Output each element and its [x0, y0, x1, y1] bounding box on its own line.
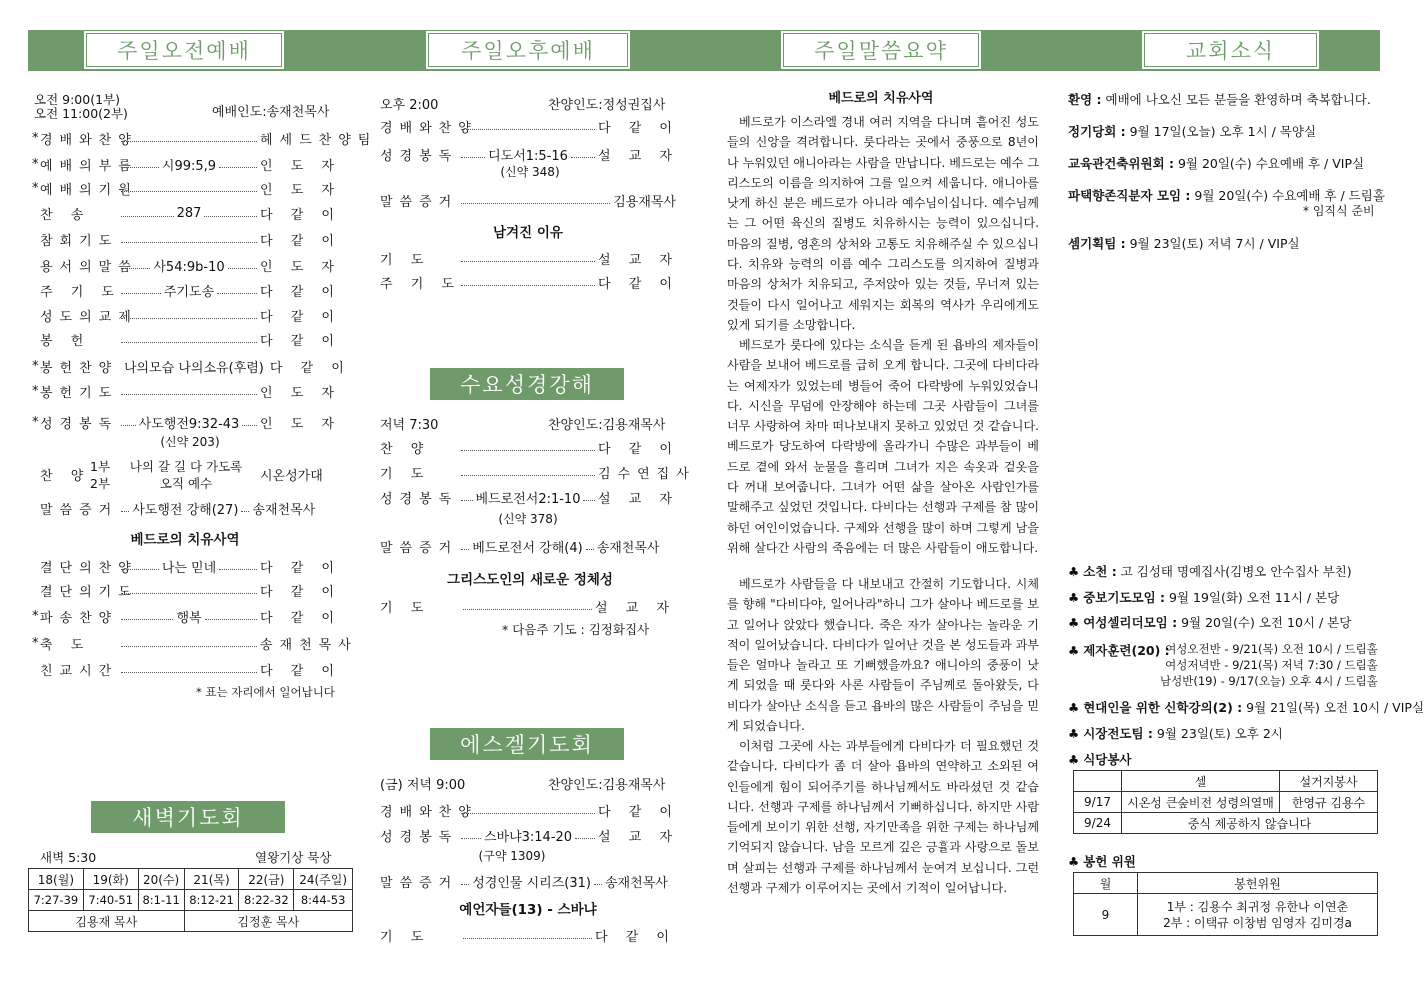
- meal-row: [1074, 792, 1378, 813]
- clover-icon: ♣: [1068, 590, 1080, 605]
- row-right: 설 교 자: [598, 148, 679, 164]
- offering-header-month: 월: [1074, 873, 1138, 894]
- offering-line-1: 1부 : 김용수 최귀정 유한나 이연춘: [1166, 899, 1349, 914]
- row-mid: 주기도송: [163, 284, 215, 300]
- row-mid: 나의모습 나의소유(후렴): [124, 360, 264, 376]
- row-dots: [121, 184, 257, 192]
- dawn-verse: 7:40-51: [83, 890, 138, 911]
- news-disciple: [1068, 641, 1170, 659]
- order-row: [32, 580, 341, 600]
- news-sub-note: * 임직식 준비: [1303, 204, 1375, 218]
- wednesday-reading-sub: (신약 378): [498, 512, 558, 526]
- choir-label: 찬 양: [40, 468, 91, 484]
- row-right: 설 교 자: [598, 829, 679, 845]
- row-right: 설 교 자: [595, 600, 676, 616]
- order-row: [32, 280, 341, 300]
- row-right: 인 도 자: [260, 182, 341, 198]
- summary-paragraph-3: 베드로가 사람들을 다 내보내고 간절히 기도합니다. 시체를 향해 "다비다야, 일어나라"하니 그가 살아나 베드로를 보고 일어나 앉았다 했습니다. 죽은 자가 살아나는 놀라운 기적이 일어났습니다. 다비다가 일어난 것을 본 성도들과 과부들은 얼마나 놀라고 또 기뻐했을까요? 애니아의 중풍이 낫게 되었을 때 룻다와 사론 사람들이 주님께로 돌아왔듯, 다비다가 살아난 소식을 듣고 욥바의 많은 사람들이 주님을 믿게 되었습니다.: [727, 577, 1039, 734]
- row-right: 다 같 이: [260, 584, 341, 600]
- dawn-pastor-1: 김용재 목사: [29, 911, 185, 932]
- row-right: 송재천목사: [252, 502, 316, 518]
- wednesday-leader: 찬양인도:김용재목사: [548, 418, 666, 433]
- clover-icon: ♣: [1068, 615, 1080, 630]
- morning-reading-sub: (신약 203): [160, 435, 220, 449]
- offering-row: [1074, 894, 1378, 936]
- dawn-book: 열왕기상 묵상: [255, 850, 332, 865]
- row-label: 축 도: [40, 637, 91, 653]
- row-right: 다 같 이: [260, 560, 341, 576]
- church-news-header: 교회소식: [1144, 33, 1317, 67]
- order-row: [32, 659, 341, 679]
- news-label: 중보기도모임 :: [1083, 590, 1166, 605]
- dawn-prayer-header: 새벽기도회: [91, 801, 285, 833]
- order-row: [380, 462, 696, 482]
- disciple-line-3: 남성반(19) - 9/17(오늘) 오후 4시 / 드림홀: [1160, 674, 1378, 688]
- row-right: 다 같 이: [260, 284, 341, 300]
- row-mid: 시99:5,9: [161, 158, 217, 174]
- row-dots: [121, 418, 136, 426]
- row-right: 송재천목사: [604, 875, 668, 891]
- row-label: 말씀증거: [380, 875, 459, 891]
- row-dots: [461, 806, 595, 814]
- news-text: 9월 17일(오늘) 오후 1시 / 목양실: [1129, 124, 1317, 139]
- row-label: 친교시간: [40, 663, 119, 679]
- news-label: 식당봉사: [1083, 752, 1132, 767]
- row-label: 주 기 도: [40, 284, 121, 300]
- dawn-table: [28, 868, 353, 932]
- standing-note: * 표는 자리에서 일어납니다: [196, 685, 335, 699]
- clover-icon: ♣: [1068, 643, 1080, 658]
- row-label: 기 도: [380, 466, 431, 482]
- order-row: [32, 305, 341, 325]
- summary-title: 베드로의 치유사역: [828, 91, 934, 106]
- news-welcome: [1068, 90, 1371, 108]
- row-dots: [461, 542, 469, 550]
- row-dots: [242, 418, 257, 426]
- next-prayer-note: * 다음주 기도 : 김정화집사: [502, 622, 650, 637]
- row-label: 성경봉독: [40, 416, 119, 432]
- row-dots: [121, 586, 257, 594]
- news-item: [1068, 562, 1352, 580]
- dawn-verse: 8:22-32: [239, 890, 294, 911]
- offering-month: 9: [1074, 894, 1138, 936]
- row-dots: [461, 278, 595, 286]
- afternoon-leader: 찬양인도:정성권집사: [548, 98, 666, 113]
- summary-paragraph-1: 베드로가 이스라엘 경내 여러 지역을 다니며 흩어진 성도들의 신앙을 격려합니다. 룻다라는 곳에서 중풍으로 8년이나 누워있던 애니아라는 사람을 만납니다. 베드로는 예수 그리스도의 이름을 의지하여 그를 일으켜 세웁니다. 애니아를 낫게 하신 분은 베드로가 아니라 예수님이십니다. 예수님께는 그 어떤 육신의 질병도 치유하시는 능력이 있으십니다. 마음의 질병, 영혼의 상처와 고통도 치유해주실 수 있으십니다. 치유와 능력의 이름 예수 그리스도를 의지하여 질병과 마음의 상처가 치유되고, 주저앉아 있는 것들, 무너져 있는 것들이 다시 일어나고 세워지는 회복의 역사가 우리에게도 있게 되기를 소망합니다.: [727, 115, 1039, 332]
- row-label: 경배와찬양: [380, 804, 478, 820]
- summary-paragraph-2: 베드로가 룻다에 있다는 소식을 듣게 된 욥바의 제자들이 사람을 보내어 베드로를 급히 오게 합니다. 그곳에 다비다라는 여제자가 있었는데 병들어 죽어 다락방에 누워있었습니다. 시신을 무덤에 안장해야 하는데 그곳 사람들이 그녀를 너무 사랑하여 차마 떠나보내지 못하고 있었던 것 같습니다. 베드로가 당도하여 다락방에 올라가니 수많은 과부들이 베드로 곁에 와서 눈물을 흘리며 그녀가 지은 속옷과 겉옷을 다 꺼내 보여줍니다. 그녀가 어떤 삶을 살아온 사람인가를 말해주고 싶었던 것입니다. 다비다는 선행과 구제를 참 많이 하던 여인이었습니다. 구제와 선행을 많이 하며 그렇게 남을 위해 살다간 사람의 죽음에는 더 많은 사람들이 애도합니다.: [727, 338, 1039, 555]
- news-item: [1068, 154, 1364, 172]
- row-dots: [121, 639, 257, 647]
- dawn-day: 22(금): [239, 869, 294, 890]
- row-mid: 사도행전9:32-43: [138, 416, 240, 432]
- order-row: [32, 229, 341, 249]
- row-label: 성도의교제: [40, 309, 138, 325]
- row-label: 결단의기도: [40, 584, 138, 600]
- row-label: 성경봉독: [380, 148, 459, 164]
- dawn-pastor-2: 김정훈 목사: [184, 911, 352, 932]
- dawn-day: 18(월): [29, 869, 84, 890]
- news-item: [1068, 698, 1424, 716]
- meal-header-row: [1074, 771, 1378, 792]
- dawn-day: 19(화): [83, 869, 138, 890]
- row-right: 다 같 이: [598, 276, 679, 292]
- news-text: 9월 23일(토) 오후 2시: [1156, 726, 1283, 741]
- row-dots: [121, 286, 161, 294]
- dawn-verse: 7:27-39: [29, 890, 84, 911]
- row-right: 다 같 이: [260, 663, 341, 679]
- row-dots: [461, 468, 595, 476]
- clover-icon: ♣: [1068, 700, 1080, 715]
- morning-time-2: 오전 11:00(2부): [34, 106, 128, 121]
- row-right: 송재천목사: [260, 637, 358, 653]
- disciple-line-2: 여성저녁반 - 9/21(목) 저녁 7:30 / 드림홀: [1165, 658, 1378, 672]
- row-right: 다 같 이: [595, 929, 676, 945]
- order-row: [32, 154, 341, 174]
- order-row: [32, 178, 341, 198]
- row-dots: [121, 261, 150, 269]
- row-dots: [463, 602, 592, 610]
- row-dots: [571, 150, 595, 158]
- meal-date: 9/17: [1074, 792, 1122, 813]
- dawn-verse: 8:12-21: [184, 890, 239, 911]
- row-right: 다 같 이: [260, 610, 341, 626]
- row-dots: [121, 665, 257, 673]
- row-right: 다 같 이: [260, 333, 341, 349]
- star-mark: *: [32, 358, 39, 374]
- row-right: 송재천목사: [596, 540, 660, 556]
- disciple-lines: [1160, 641, 1378, 689]
- row-right: 김용재목사: [613, 194, 676, 210]
- row-label: 참회기도: [40, 233, 119, 249]
- morning-sermon-title: 베드로의 치유사역: [130, 532, 240, 548]
- choir-part-1: 1부: [90, 459, 111, 474]
- order-row: [32, 606, 341, 626]
- row-dots: [586, 542, 594, 550]
- row-dots: [583, 493, 595, 501]
- row-right: 설 교 자: [598, 252, 679, 268]
- row-mid: 스바냐3:14-20: [483, 829, 573, 845]
- clover-icon: ♣: [1068, 726, 1080, 741]
- offering-line-2: 2부 : 이택규 이창범 임영자 김미경a: [1163, 915, 1352, 930]
- row-label: 찬 양: [380, 441, 431, 457]
- row-label: 주 기 도: [380, 276, 461, 292]
- row-right: 인 도 자: [260, 416, 341, 432]
- row-right: 다 같 이: [260, 309, 341, 325]
- news-label: 여성셀리더모임 :: [1083, 615, 1178, 630]
- disciple-line-1: 여성오전반 - 9/21(목) 오전 10시 / 드림홀: [1165, 642, 1378, 656]
- meal-cell: 시온성 큰숲비전 성령의열매: [1122, 792, 1280, 813]
- ezekiel-time: (금) 저녁 9:00: [380, 778, 466, 793]
- order-row: [380, 272, 679, 292]
- clover-icon: ♣: [1068, 854, 1080, 869]
- row-right: 다 같 이: [598, 120, 679, 136]
- news-item: [1068, 122, 1316, 140]
- row-dots: [594, 877, 602, 885]
- row-dots: [121, 311, 257, 319]
- morning-leader: 예배인도:송재천목사: [212, 105, 330, 120]
- row-dots: [461, 493, 473, 501]
- row-label: 찬 송: [40, 207, 91, 223]
- row-mid: 베드로전서2:1-10: [475, 491, 581, 507]
- morning-worship-header: 주일오전예배: [86, 33, 282, 67]
- order-row: [380, 487, 679, 507]
- order-row: [32, 633, 358, 653]
- news-label: 환영 :: [1068, 92, 1102, 107]
- star-mark: *: [32, 608, 39, 624]
- afternoon-reading-sub: (신약 348): [500, 165, 560, 179]
- wednesday-bible-header: 수요성경강해: [430, 368, 624, 400]
- news-label: 정기당회 :: [1068, 124, 1126, 139]
- offering-header-members: 봉헌위원: [1138, 873, 1378, 894]
- choir-parts: [90, 458, 110, 492]
- offering-header-row: [1074, 873, 1378, 894]
- news-text: 고 김성태 명예집사(김병오 안수집사 부친): [1120, 564, 1352, 579]
- news-item: [1068, 234, 1300, 252]
- meal-header-blank: [1074, 771, 1122, 792]
- order-row: [380, 116, 679, 136]
- order-row: [380, 800, 679, 820]
- order-row: [32, 255, 341, 275]
- row-dots: [205, 612, 257, 620]
- row-label: 봉헌찬양: [40, 360, 119, 376]
- meal-service-label: [1068, 750, 1132, 768]
- order-row: [32, 329, 341, 349]
- row-label: 봉헌기도: [40, 385, 119, 401]
- meal-header-cell: 셀: [1122, 771, 1280, 792]
- choir-right: 시온성가대: [260, 468, 323, 484]
- row-dots: [121, 160, 159, 168]
- row-dots: [228, 261, 257, 269]
- row-dots: [461, 196, 610, 204]
- row-label: 파송찬양: [40, 610, 119, 626]
- wednesday-sermon-title: 그리스도인의 새로운 정체성: [447, 572, 613, 588]
- wednesday-time: 저녁 7:30: [380, 418, 439, 433]
- row-right: 김수연집사: [598, 466, 696, 482]
- news-label: 시장전도팀 :: [1083, 726, 1153, 741]
- morning-time-1: 오전 9:00(1부): [34, 92, 120, 107]
- row-dots: [241, 504, 249, 512]
- row-label: 경배와찬양: [40, 132, 138, 148]
- row-dots: [461, 831, 481, 839]
- meal-header-helper: 설거지봉사: [1280, 771, 1378, 792]
- star-mark: *: [32, 635, 39, 651]
- row-dots: [219, 160, 257, 168]
- meal-date: 9/24: [1074, 813, 1122, 834]
- row-dots: [121, 612, 173, 620]
- row-dots: [461, 150, 485, 158]
- row-right: 다 같 이: [269, 360, 351, 376]
- order-row: [32, 203, 341, 223]
- row-dots: [217, 286, 257, 294]
- row-mid: 베드로전서 강해(4): [472, 540, 583, 556]
- offering-label: [1068, 852, 1136, 870]
- row-right: 다 같 이: [260, 233, 341, 249]
- dawn-verse: 8:1-11: [138, 890, 184, 911]
- dawn-day: 24(주일): [294, 869, 353, 890]
- row-label: 말씀증거: [380, 540, 459, 556]
- dawn-pastors-row: [29, 911, 353, 932]
- row-mid: 나는 믿네: [161, 560, 217, 576]
- wednesday-sermon-row: [380, 536, 676, 556]
- ezekiel-reading-sub: (구약 1309): [478, 849, 546, 863]
- row-dots: [575, 831, 595, 839]
- row-right: 다 같 이: [598, 804, 679, 820]
- choir-song-1: 나의 갈 길 다 가도록: [129, 459, 243, 474]
- wednesday-prayer-row: [380, 596, 676, 616]
- order-row: [380, 437, 679, 457]
- news-text: 예배에 나오신 모든 분들을 환영하며 축복합니다.: [1105, 92, 1371, 107]
- row-right: 설 교 자: [598, 491, 679, 507]
- row-mid: 디도서1:5-16: [488, 148, 568, 164]
- order-row: [32, 381, 341, 401]
- afternoon-worship-header: 주일오후예배: [428, 33, 628, 67]
- choir-song: [118, 458, 254, 492]
- row-label: 성경봉독: [380, 829, 459, 845]
- order-row: [380, 144, 679, 164]
- afternoon-time: 오후 2:00: [380, 98, 439, 113]
- row-dots: [121, 387, 257, 395]
- meal-helper: 한영규 김용수: [1280, 792, 1378, 813]
- row-mid: 사54:9b-10: [153, 259, 225, 275]
- news-label: 소천 :: [1083, 564, 1117, 579]
- row-dots: [463, 931, 592, 939]
- star-mark: *: [32, 156, 39, 172]
- news-text: 9월 20일(수) 오전 10시 / 본당: [1181, 615, 1352, 630]
- news-item: [1068, 724, 1283, 742]
- order-row: [32, 412, 341, 432]
- morning-time: [34, 93, 128, 121]
- row-label: 말씀증거: [380, 194, 459, 210]
- star-mark: *: [32, 130, 39, 146]
- row-dots: [121, 235, 257, 243]
- row-label: 결단의찬양: [40, 560, 138, 576]
- row-mid: 287: [176, 205, 202, 221]
- news-label: 파택향존직분자 모임 :: [1068, 188, 1191, 203]
- row-dots: [121, 504, 129, 512]
- row-right: 다 같 이: [598, 441, 679, 457]
- order-row: [380, 248, 679, 268]
- row-mid: 사도행전 강해(27): [132, 502, 239, 518]
- news-text: 9월 23일(토) 저녁 7시 / VIP실: [1129, 236, 1300, 251]
- row-label: 예배의기원: [40, 182, 138, 198]
- star-mark: *: [32, 383, 39, 399]
- news-label: 셈기획팀 :: [1068, 236, 1126, 251]
- row-label: 성경봉독: [380, 491, 459, 507]
- dawn-verses-row: [29, 890, 353, 911]
- ezekiel-sermon-title: 예언자들(13) - 스바냐: [459, 902, 597, 918]
- news-label: 제자훈련(20) :: [1083, 643, 1170, 658]
- news-label: 봉헌 위원: [1083, 854, 1136, 869]
- row-label: 기 도: [380, 929, 431, 945]
- row-right: 인 도 자: [260, 259, 341, 275]
- news-text: 9월 20일(수) 수요예배 후 / 드림홀: [1194, 188, 1385, 203]
- row-dots: [219, 562, 257, 570]
- row-dots: [461, 877, 469, 885]
- order-row: [380, 825, 679, 845]
- row-dots: [121, 335, 257, 343]
- offering-members: [1138, 894, 1378, 936]
- row-dots: [204, 209, 257, 217]
- afternoon-sermon-row: [380, 190, 676, 210]
- row-label: 말씀증거: [40, 502, 119, 518]
- meal-cell: 중식 제공하지 않습니다: [1122, 813, 1378, 834]
- news-item: [1068, 613, 1351, 631]
- meal-table: [1073, 770, 1378, 834]
- meal-row: [1074, 813, 1378, 834]
- row-mid: 성경인물 시리즈(31): [472, 875, 591, 891]
- dawn-day: 20(수): [138, 869, 184, 890]
- ezekiel-sermon-row: [380, 871, 676, 891]
- star-mark: *: [32, 180, 39, 196]
- clover-icon: ♣: [1068, 564, 1080, 579]
- row-mid: 행복: [176, 610, 202, 626]
- news-text: 9월 20일(수) 수요예배 후 / VIP실: [1177, 156, 1365, 171]
- ezekiel-prayer-row: [380, 925, 676, 945]
- ezekiel-prayer-header: 에스겔기도회: [430, 728, 624, 760]
- news-text: 9월 19일(화) 오전 11시 / 본당: [1169, 590, 1340, 605]
- dawn-time: 새벽 5:30: [40, 850, 97, 865]
- row-label: 기 도: [380, 252, 431, 268]
- row-dots: [461, 443, 595, 451]
- row-right: 헤세드찬양팀: [260, 132, 378, 148]
- row-dots: [121, 562, 159, 570]
- news-label: 교육관건축위원회 :: [1068, 156, 1174, 171]
- star-mark: *: [32, 414, 39, 430]
- row-label: 봉 헌: [40, 333, 91, 349]
- dawn-day: 21(목): [184, 869, 239, 890]
- ezekiel-leader: 찬양인도:김용재목사: [548, 778, 666, 793]
- choir-song-2: 오직 예수: [159, 476, 213, 491]
- row-dots: [461, 122, 595, 130]
- row-right: 인 도 자: [260, 158, 341, 174]
- dawn-days-row: [29, 869, 353, 890]
- summary-paragraph-4: 이처럼 그곳에 사는 과부들에게 다비다가 더 필요했던 것 같습니다. 다비다가 좀 더 살아 욥바의 연약하고 소외된 여인들에게 힘이 되어주기를 하나님께서도 바라셨던 것 같습니다. 선행과 구제를 하나님께서 기뻐하십니다. 하지만 사람들에게 보이기 위한 선행, 자기만족을 위한 구제는 하나님께 기억되지 않습니다. 남을 모르게 깊은 긍휼과 사랑으로 돌보며 살피는 선행과 구제를 하나님께서 눈여겨 보십니다. 그런 선행과 구제가 이루어지는 곳에서 기적이 일어납니다.: [727, 739, 1039, 896]
- morning-sermon-row: [40, 498, 338, 518]
- sermon-summary-header: 주일말씀요약: [783, 33, 979, 67]
- row-dots: [121, 134, 257, 142]
- row-right: 다 같 이: [260, 207, 341, 223]
- order-row: [32, 356, 351, 376]
- order-row: [32, 128, 378, 148]
- row-right: 인 도 자: [260, 385, 341, 401]
- row-dots: [461, 254, 595, 262]
- offering-table: [1073, 872, 1378, 936]
- news-text: 9월 21일(목) 오전 10시 / VIP실: [1246, 700, 1424, 715]
- row-label: 용서의말씀: [40, 259, 138, 275]
- order-row: [32, 556, 341, 576]
- dawn-verse: 8:44-53: [294, 890, 353, 911]
- choir-part-2: 2부: [90, 476, 111, 491]
- clover-icon: ♣: [1068, 752, 1080, 767]
- afternoon-sermon-title: 남겨진 이유: [493, 225, 563, 241]
- news-label: 현대인을 위한 신학강의(2) :: [1083, 700, 1243, 715]
- news-item: [1068, 588, 1339, 606]
- row-label: 경배와찬양: [380, 120, 478, 136]
- row-label: 기 도: [380, 600, 431, 616]
- row-label: 예배의부름: [40, 158, 138, 174]
- row-dots: [121, 209, 174, 217]
